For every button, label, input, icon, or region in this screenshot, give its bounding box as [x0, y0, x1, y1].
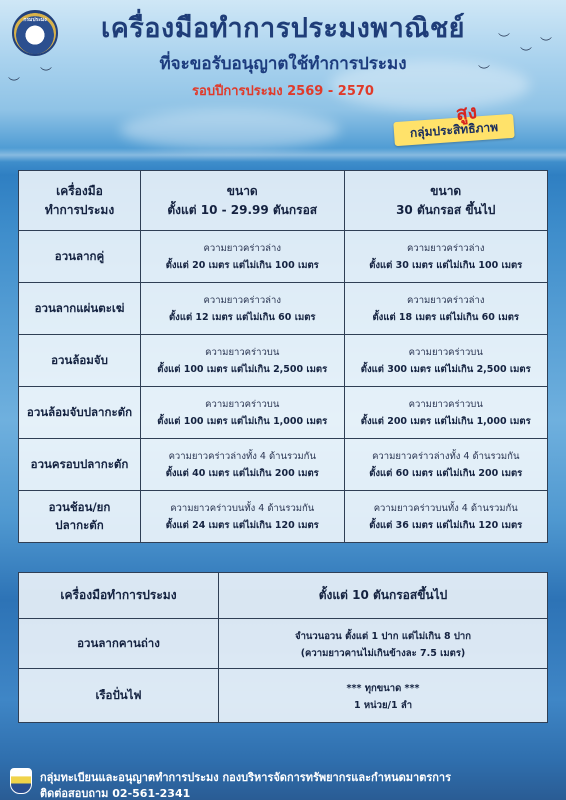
footer-department: กลุ่มทะเบียนและอนุญาตทำการประมง กองบริหารจัดการทรัพยากรและกำหนดมาตรการ: [40, 771, 452, 784]
cell-range: ตั้งแต่ 60 เมตร แต่ไม่เกิน 200 เมตร: [369, 467, 523, 479]
page-title: เครื่องมือทำการประมงพาณิชย์: [101, 13, 465, 44]
size-large-cell: [344, 283, 548, 335]
table-row: [19, 335, 548, 387]
table-row: [19, 619, 548, 669]
size-large-cell: [344, 439, 548, 491]
cell-measure: ความยาวคร่าวล่าง: [203, 294, 281, 306]
cell-range: ตั้งแต่ 12 เมตร แต่ไม่เกิน 60 เมตร: [169, 311, 316, 323]
size-small-cell: [141, 491, 345, 543]
cell-measure: ความยาวคร่าวบน: [205, 346, 280, 358]
header-size-small-line2: ตั้งแต่ 10 - 29.99 ตันกรอส: [167, 202, 318, 217]
horizon-line: [0, 148, 566, 162]
table-row: [19, 439, 548, 491]
gear-name: อวนลากคานถ่าง: [19, 619, 219, 669]
table-row: [19, 669, 548, 723]
table-row: [19, 231, 548, 283]
cell-measure: ความยาวคร่าวล่าง: [203, 242, 281, 254]
size-cell: [219, 619, 548, 669]
gear-name-line2: ปลากะตัก: [55, 517, 104, 532]
cell-measure: ความยาวคร่าวบน: [408, 346, 483, 358]
footer-logo: [10, 768, 32, 794]
gear-name: [19, 491, 141, 543]
size-small-cell: [141, 387, 345, 439]
other-gear-table: [18, 572, 548, 723]
cell-measure: ความยาวคร่าวบนทั้ง 4 ด้านรวมกัน: [170, 502, 315, 514]
cell-measure: ความยาวคร่าวบนทั้ง 4 ด้านรวมกัน: [373, 502, 518, 514]
cell-range: ตั้งแต่ 30 เมตร แต่ไม่เกิน 100 เมตร: [369, 259, 523, 271]
cell-measure: ความยาวคร่าวล่าง: [407, 242, 485, 254]
cell-note: (ความยาวคานไม่เกินข้างละ 7.5 เมตร): [300, 647, 466, 659]
cell-range: ตั้งแต่ 100 เมตร แต่ไม่เกิน 1,000 เมตร: [157, 415, 328, 427]
bird-icon: ︶: [478, 64, 491, 78]
cloud-decoration: [120, 110, 340, 150]
size-small-cell: [141, 231, 345, 283]
size-large-cell: [344, 491, 548, 543]
size-large-cell: [344, 231, 548, 283]
bird-icon: ︶: [8, 76, 21, 90]
badge-label: กลุ่มประสิทธิภาพ: [409, 119, 499, 141]
header-size-large-line2: 30 ตันกรอส ขึ้นไป: [396, 202, 496, 217]
gear-name: อวนล้อมจับปลากะตัก: [19, 387, 141, 439]
bird-icon: ︶: [540, 36, 553, 50]
header-size: ตั้งแต่ 10 ตันกรอสขึ้นไป: [219, 573, 548, 619]
gear-name: อวนลากแผ่นตะเฆ่: [19, 283, 141, 335]
header-gear-line1: เครื่องมือ: [56, 183, 103, 198]
header-size-small-line1: ขนาด: [226, 183, 258, 198]
table-header-row: [19, 171, 548, 231]
size-small-cell: [141, 335, 345, 387]
cell-range: จำนวนอวน ตั้งแต่ 1 ปาก แต่ไม่เกิน 8 ปาก: [295, 630, 471, 642]
gear-name: อวนครอบปลากะตัก: [19, 439, 141, 491]
size-cell: [219, 669, 548, 723]
gear-size-table: [18, 170, 548, 543]
bird-icon: ︶: [498, 32, 511, 46]
gear-name: อวนลากคู่: [19, 231, 141, 283]
cell-range: ตั้งแต่ 100 เมตร แต่ไม่เกิน 2,500 เมตร: [157, 363, 328, 375]
cell-measure: ความยาวคร่าวบน: [408, 398, 483, 410]
table-row: [19, 491, 548, 543]
cell-range: ตั้งแต่ 18 เมตร แต่ไม่เกิน 60 เมตร: [372, 311, 519, 323]
table-row: [19, 387, 548, 439]
gear-name: เรือปั่นไฟ: [19, 669, 219, 723]
table-row: [19, 283, 548, 335]
cell-range: ตั้งแต่ 40 เมตร แต่ไม่เกิน 200 เมตร: [165, 467, 319, 479]
cell-measure: ความยาวคร่าวบน: [205, 398, 280, 410]
cell-range: ตั้งแต่ 300 เมตร แต่ไม่เกิน 2,500 เมตร: [360, 363, 531, 375]
header-gear-line2: ทำการประมง: [44, 202, 115, 217]
bird-icon: ︶: [40, 66, 53, 80]
header-gear: [19, 171, 141, 231]
header-size-small: [141, 171, 345, 231]
cell-range: ตั้งแต่ 20 เมตร แต่ไม่เกิน 100 เมตร: [165, 259, 319, 271]
cell-measure: ความยาวคร่าวล่างทั้ง 4 ด้านรวมกัน: [372, 450, 520, 462]
size-large-cell: [344, 387, 548, 439]
gear-name-line1: อวนช้อน/ยก: [48, 499, 111, 514]
logo-text: กรมประมง: [23, 17, 47, 23]
footer-contact: ติดต่อสอบถาม 02-561-2341: [40, 787, 191, 800]
header-size-large-line1: ขนาด: [430, 183, 462, 198]
footer: [0, 764, 566, 800]
table-header-row: [19, 573, 548, 619]
fishing-year-round: รอบปีการประมง 2569 - 2570: [192, 84, 374, 99]
size-large-cell: [344, 335, 548, 387]
cell-range: ตั้งแต่ 200 เมตร แต่ไม่เกิน 1,000 เมตร: [360, 415, 531, 427]
bird-icon: ︶: [520, 46, 533, 60]
size-small-cell: [141, 283, 345, 335]
badge-level: สูง: [454, 100, 478, 126]
cell-range: ตั้งแต่ 36 เมตร แต่ไม่เกิน 120 เมตร: [369, 519, 523, 531]
cell-measure: ความยาวคร่าวล่าง: [407, 294, 485, 306]
gear-name: อวนล้อมจับ: [19, 335, 141, 387]
cell-note: 1 หน่วย/1 ลำ: [353, 699, 413, 711]
size-small-cell: [141, 439, 345, 491]
header-gear: เครื่องมือทำการประมง: [19, 573, 219, 619]
page-subtitle: ที่จะขอรับอนุญาตใช้ทำการประมง: [159, 54, 407, 74]
cell-range: *** ทุกขนาด ***: [346, 682, 420, 694]
cell-range: ตั้งแต่ 24 เมตร แต่ไม่เกิน 120 เมตร: [165, 519, 319, 531]
badge-ribbon: [393, 114, 514, 146]
header-size-large: [344, 171, 548, 231]
cell-measure: ความยาวคร่าวล่างทั้ง 4 ด้านรวมกัน: [168, 450, 316, 462]
